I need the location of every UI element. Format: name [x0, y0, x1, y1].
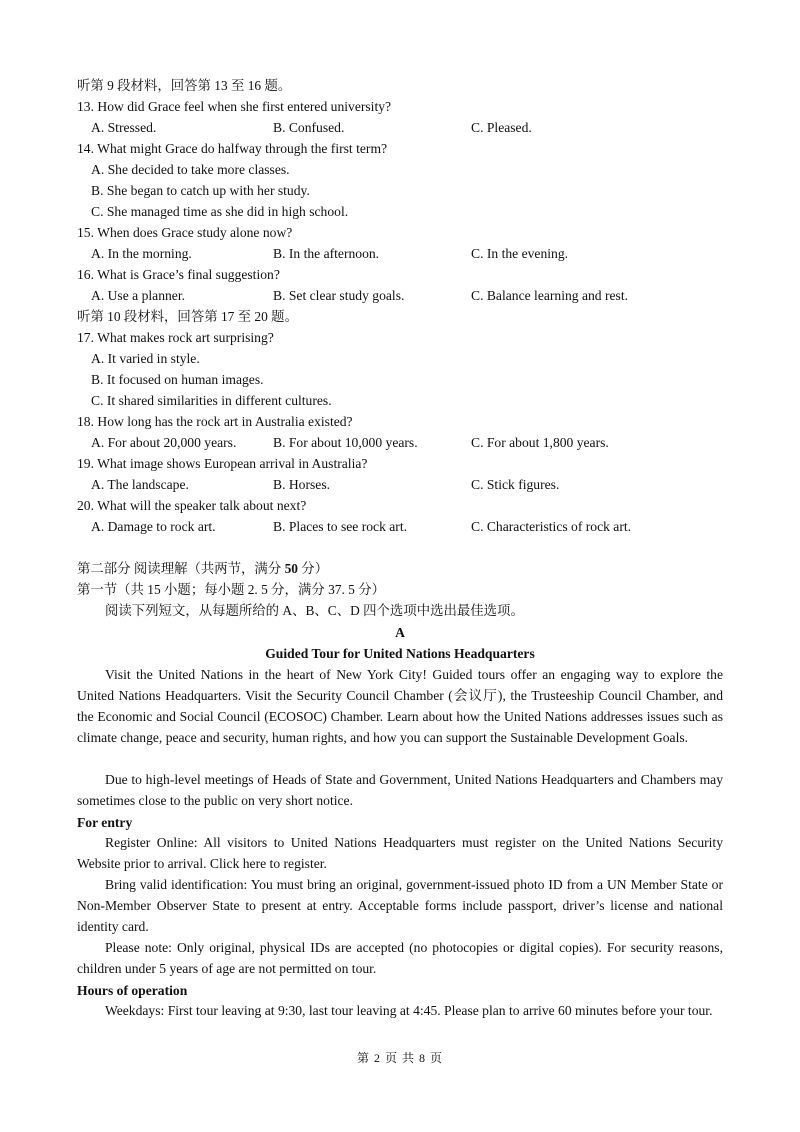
paragraph-closure-notice: Due to high-level meetings of Heads of State and Government, United Nations Headquarters and Chambers may sometimes close to the public on very short notice.: [77, 772, 723, 808]
question-19: 19. What image shows European arrival in Australia?: [77, 456, 368, 471]
q14-option-a: A. She decided to take more classes.: [91, 162, 290, 177]
q14-option-c: C. She managed time as she did in high school.: [91, 204, 349, 219]
q17-option-a: A. It varied in style.: [91, 351, 200, 366]
reading-part-title: [77, 560, 328, 578]
q13-option-c: C. Pleased.: [471, 120, 532, 135]
question-13: 13. How did Grace feel when she first entered university?: [77, 99, 392, 114]
q13-option-a: A. Stressed.: [91, 120, 157, 135]
reading-part-title-post: 分）: [297, 561, 329, 576]
q14-option-b: B. She began to catch up with her study.: [91, 183, 310, 198]
q20-option-a: A. Damage to rock art.: [91, 519, 216, 534]
passage-letter: A: [395, 625, 405, 640]
page-footer: 第 2 页 共 8 页: [356, 1051, 443, 1065]
q20-option-b: B. Places to see rock art.: [273, 519, 408, 534]
reading-instruction: 阅读下列短文，从每题所给的 A、B、C、D 四个选项中选出最佳选项。: [105, 603, 524, 618]
heading-hours-of-operation: Hours of operation: [77, 983, 188, 998]
question-18: 18. How long has the rock art in Australia existed?: [77, 414, 353, 429]
section9-instruction: 听第 9 段材料，回答第 13 至 16 题。: [77, 78, 292, 93]
q17-option-b: B. It focused on human images.: [91, 372, 264, 387]
question-14: 14. What might Grace do halfway through the first term?: [77, 141, 388, 156]
passage-title: Guided Tour for United Nations Headquarters: [265, 646, 535, 661]
q15-option-c: C. In the evening.: [471, 246, 569, 261]
reading-part-title-pre: 第二部分 阅读理解（共两节，满分: [77, 561, 285, 576]
paragraph-register-online: Register Online: All visitors to United Nations Headquarters must register on the United Nations Security Website prior to arrival. Click here to register.: [77, 835, 723, 871]
q19-option-b: B. Horses.: [273, 477, 331, 492]
q19-option-c: C. Stick figures.: [471, 477, 560, 492]
q16-option-a: A. Use a planner.: [91, 288, 185, 303]
reading-part-score: 50: [284, 561, 298, 576]
q16-option-b: B. Set clear study goals.: [273, 288, 405, 303]
q18-option-b: B. For about 10,000 years.: [273, 435, 418, 450]
paragraph-weekdays: Weekdays: First tour leaving at 9:30, last tour leaving at 4:45. Please plan to arrive 60 minutes before your tour.: [105, 1003, 713, 1018]
q17-option-c: C. It shared similarities in different cultures.: [91, 393, 332, 408]
reading-section-title: 第一节（共 15 小题；每小题 2. 5 分，满分 37. 5 分）: [77, 582, 385, 597]
heading-for-entry: For entry: [77, 815, 133, 830]
q16-option-c: C. Balance learning and rest.: [471, 288, 629, 303]
paragraph-please-note: Please note: Only original, physical IDs are accepted (no photocopies or digital copies). For security reasons, children under 5 years of age are not permitted on tour.: [77, 940, 723, 976]
paragraph-intro: Visit the United Nations in the heart of New York City! Guided tours offer an engaging way to explore the United Nations Headquarters. Visit the Security Council Chamber (会议厅), the Trusteeship Council Chamber, and the Economic and Social Council (ECOSOC) Chamber. Learn about how the United Nations addresses issues such as climate change, peace and security, human rights, and how you can support the Sustainable Development Goals.: [77, 667, 723, 745]
section10-instruction: 听第 10 段材料，回答第 17 至 20 题。: [77, 309, 298, 324]
q19-option-a: A. The landscape.: [91, 477, 189, 492]
paragraph-valid-id: Bring valid identification: You must bring an original, government-issued photo ID from a UN Member State or Non-Member Observer State to present at entry. Acceptable forms include passport, driver’s license and national identity card.: [77, 877, 723, 934]
q18-option-c: C. For about 1,800 years.: [471, 435, 609, 450]
question-17: 17. What makes rock art surprising?: [77, 330, 274, 345]
q15-option-a: A. In the morning.: [91, 246, 192, 261]
question-15: 15. When does Grace study alone now?: [77, 225, 293, 240]
q13-option-b: B. Confused.: [273, 120, 345, 135]
question-16: 16. What is Grace’s final suggestion?: [77, 267, 280, 282]
question-20: 20. What will the speaker talk about next?: [77, 498, 307, 513]
q18-option-a: A. For about 20,000 years.: [91, 435, 237, 450]
q20-option-c: C. Characteristics of rock art.: [471, 519, 632, 534]
q15-option-b: B. In the afternoon.: [273, 246, 380, 261]
